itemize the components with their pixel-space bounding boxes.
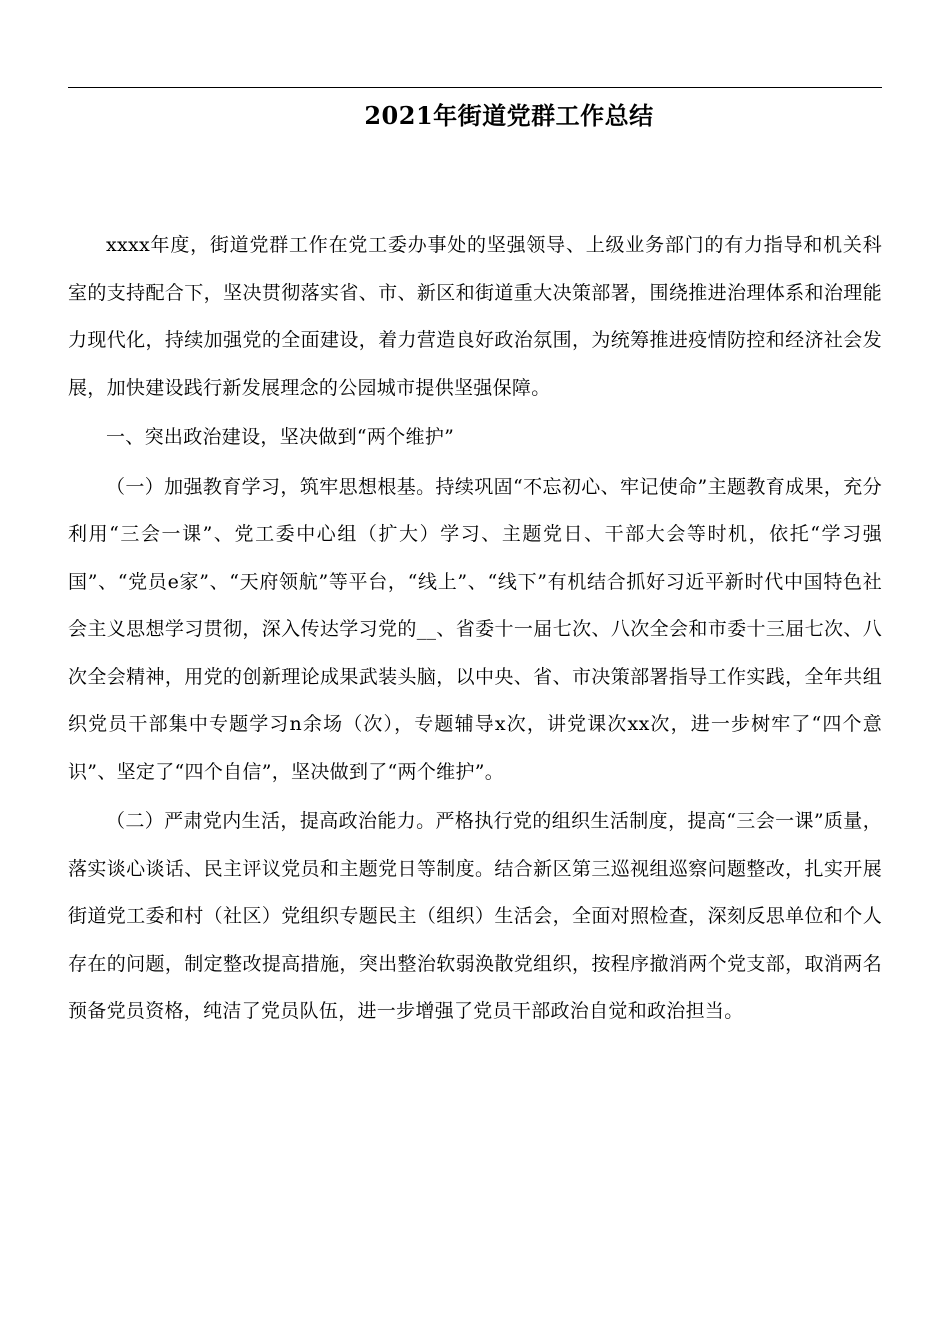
subsection-paragraph-2: （二）严肃党内生活，提高政治能力。严格执行党的组织生活制度，提高“三会一课”质量，落实谈心谈话、民主评议党员和主题党日等制度。结合新区第三巡视组巡察问题整改，扎实开展街道党工委和村（社区）党组织专题民主（组织）生活会，全面对照检查，深刻反思单位和个人存在的问题，制定整改提高措施，突出整治软弱涣散党组织，按程序撤消两个党支部，取消两名预备党员资格，纯洁了党员队伍，进一步增强了党员干部政治自觉和政治担当。 bbox=[68, 810, 882, 1022]
subsection-paragraph-1: （一）加强教育学习，筑牢思想根基。持续巩固“不忘初心、牢记使命”主题教育成果，充分利用“三会一课”、党工委中心组（扩大）学习、主题党日、干部大会等时机，依托“学习强国”、“党员e家”、“天府领航”等平台，“线上”、“线下”有机结合抓好习近平新时代中国特色社会主义思想学习贯彻，深入传达学习党的__、省委十一届七次、八次全会和市委十三届七次、八次全会精神，用党的创新理论成果武装头脑，以中央、省、市决策部署指导工作实践，全年共组织党员干部集中专题学习n余场（次），专题辅导x次，讲党课次xx次，进一步树牢了“四个意识”、坚定了“四个自信”，坚决做到了“两个维护”。 bbox=[68, 475, 882, 783]
intro-paragraph: xxxx年度，街道党群工作在党工委办事处的坚强领导、上级业务部门的有力指导和机关科室的支持配合下，坚决贯彻落实省、市、新区和街道重大决策部署，围绕推进治理体系和治理能力现代化，持续加强党的全面建设，着力营造良好政治氛围，为统筹推进疫情防控和经济社会发展，加快建设践行新发展理念的公园城市提供坚强保障。 bbox=[68, 234, 882, 399]
document-body bbox=[68, 222, 882, 1038]
section-heading-1: 一、突出政治建设，坚决做到“两个维护” bbox=[106, 426, 455, 448]
document-title: 2021年街道党群工作总结 bbox=[364, 101, 654, 130]
header-rule bbox=[68, 87, 882, 88]
